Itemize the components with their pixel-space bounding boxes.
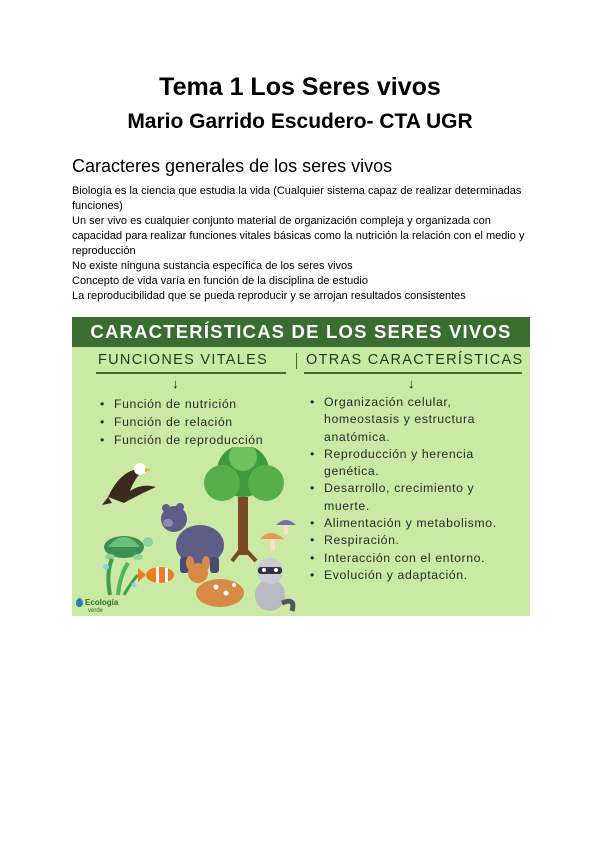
water-drop-icon	[76, 598, 83, 607]
list-item-text: Reproducción y herencia genética.	[324, 446, 474, 479]
paragraph: Un ser vivo es cualquier conjunto material de organización compleja y organizada con capacidad para realizar funciones vitales básicas como la nutrición la relación con el medio y reproducción	[72, 215, 525, 257]
list-item	[310, 394, 524, 446]
list-item-text: Función de relación	[114, 415, 233, 429]
ecologia-verde-logo	[76, 598, 118, 616]
infographic-header: CARACTERÍSTICAS DE LOS SERES VIVOS	[72, 317, 530, 347]
vital-functions-list	[100, 395, 263, 449]
bullet-icon: •	[310, 481, 315, 496]
list-item-text: Función de nutrición	[114, 397, 237, 411]
list-item	[100, 413, 263, 431]
right-arrow-icon: ↓	[408, 376, 415, 391]
bullet-icon: •	[310, 533, 315, 548]
list-item-text: Interacción con el entorno.	[324, 550, 486, 565]
list-item-text: Organización celular, homeostasis y estructura anatómica.	[324, 395, 476, 444]
list-item	[310, 515, 524, 532]
infographic	[72, 317, 530, 616]
left-arrow-icon: ↓	[172, 376, 179, 391]
living-beings-illustration	[72, 447, 297, 616]
page-title: Tema 1 Los Seres vivos	[159, 73, 441, 101]
column-divider	[296, 353, 297, 369]
paragraph: No existe ninguna sustancia específica de los seres vivos	[72, 260, 353, 272]
bullet-icon: •	[100, 433, 105, 447]
body-text	[72, 184, 532, 304]
section-heading: Caracteres generales de los seres vivos	[72, 156, 393, 176]
bullet-icon: •	[100, 397, 105, 411]
list-item-text: Evolución y adaptación.	[324, 567, 468, 582]
turtle-icon	[104, 536, 153, 560]
right-title-underline	[304, 372, 522, 374]
raccoon-icon	[255, 558, 293, 611]
eagle-icon	[102, 463, 156, 505]
paragraph: Biología es la ciencia que estudia la vida (Cualquier sistema capaz de realizar determinadas funciones)	[72, 185, 522, 212]
list-item	[310, 532, 524, 549]
bullet-icon: •	[310, 516, 315, 531]
other-characteristics-list	[310, 394, 524, 584]
paragraph: La reproducibilidad que se pueda reproducir y se arrojan resultados consistentes	[72, 290, 466, 302]
clownfish-icon	[138, 567, 174, 583]
list-item-text: Función de reproducción	[114, 433, 264, 447]
list-item	[100, 395, 263, 413]
mushroom-icon	[260, 520, 296, 551]
logo-main: Ecología	[85, 598, 119, 607]
bullet-icon: •	[100, 415, 105, 429]
list-item	[310, 446, 524, 481]
plant-icon	[103, 559, 138, 595]
page-subtitle: Mario Garrido Escudero- CTA UGR	[127, 110, 473, 133]
list-item	[310, 550, 524, 567]
list-item-text: Respiración.	[324, 533, 400, 548]
bullet-icon: •	[310, 567, 315, 582]
list-item	[310, 480, 524, 515]
right-column-title: OTRAS CARACTERÍSTICAS	[306, 352, 524, 368]
logo-sub: verde	[88, 608, 104, 614]
left-title-underline	[96, 372, 286, 374]
bullet-icon: •	[310, 550, 315, 565]
bullet-icon: •	[310, 446, 315, 461]
list-item-text: Alimentación y metabolismo.	[324, 516, 497, 531]
paragraph: Concepto de vida varía en función de la disciplina de estudio	[72, 275, 368, 287]
left-column-title: FUNCIONES VITALES	[98, 352, 269, 368]
list-item-text: Desarrollo, crecimiento y muerte.	[324, 481, 475, 513]
list-item	[310, 567, 524, 584]
bullet-icon: •	[310, 395, 315, 409]
